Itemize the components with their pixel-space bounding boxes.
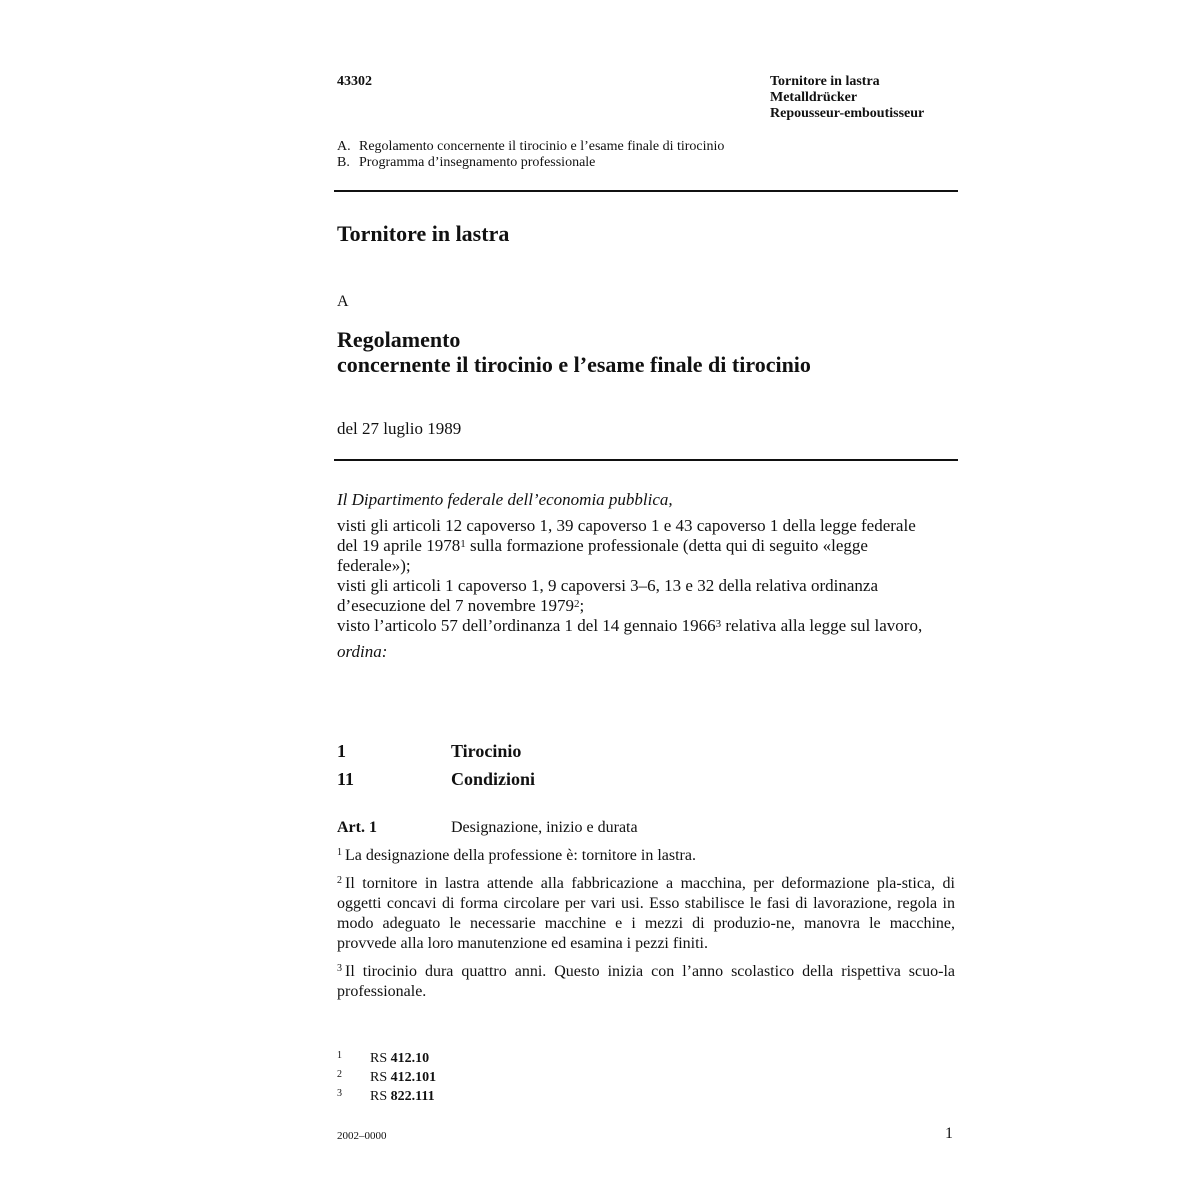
contents-item [337, 139, 724, 155]
paragraph-text: Il tirocinio dura quattro anni. Questo inizia con l’anno scolastico della rispettiva scuo-la professionale. [337, 963, 955, 1000]
header-title-de: Metalldrücker [770, 90, 858, 105]
article-heading [337, 819, 638, 837]
footer-code: 2002–0000 [337, 1130, 387, 1142]
section-title: Tirocinio [451, 741, 522, 761]
contents-item [337, 155, 724, 171]
preamble-visto-3 [337, 616, 927, 636]
contents-letter: A. [337, 139, 351, 154]
preamble-text: relativa alla legge sul lavoro, [721, 616, 923, 635]
preamble-ordina: ordina: [337, 642, 388, 661]
preamble-text: ; [579, 596, 585, 615]
header-title-fr: Repousseur-emboutisseur [770, 106, 925, 121]
contents-list [337, 139, 724, 171]
footnote-mark: 3 [337, 1088, 342, 1099]
part-letter: A [337, 293, 349, 310]
article-body [337, 846, 955, 1010]
footnotes [337, 1048, 436, 1105]
section-heading [337, 741, 521, 762]
footnote-mark: 1 [337, 1050, 342, 1061]
article-paragraph [337, 962, 955, 1002]
preamble [337, 490, 927, 662]
section-number: 11 [337, 769, 355, 789]
paragraph-number: 2 [337, 875, 342, 886]
preamble-visti-2 [337, 576, 927, 616]
article-paragraph [337, 874, 955, 954]
section-title: Condizioni [451, 769, 536, 789]
footnote-ref-number: 412.10 [390, 1051, 430, 1066]
subsection-heading [337, 769, 535, 790]
footnote-ref: 1 [460, 538, 466, 550]
footnote [337, 1067, 436, 1086]
footnote-ref-number: 412.101 [390, 1070, 437, 1085]
paragraph-number: 3 [337, 963, 342, 974]
header-titles [770, 74, 924, 122]
footnote [337, 1048, 436, 1067]
regulation-title-line1: Regolamento [337, 327, 461, 352]
header-title-it: Tornitore in lastra [770, 74, 880, 89]
preamble-text: visti gli articoli 12 capoverso 1, 39 capoverso 1 e 43 capoverso 1 della legge federale del 19 aprile 1978 [337, 516, 916, 555]
footnote-ref: 3 [715, 618, 722, 630]
divider-bottom [334, 459, 958, 461]
document-title: Tornitore in lastra [337, 221, 510, 246]
footnote-prefix: RS [370, 1070, 391, 1085]
footnote-mark: 2 [337, 1069, 342, 1080]
preamble-text: visto l’articolo 57 dell’ordinanza 1 del 14 gennaio 1966 [337, 616, 716, 635]
article-paragraph [337, 846, 955, 866]
paragraph-number: 1 [337, 847, 342, 858]
footnote [337, 1086, 436, 1105]
section-number: 1 [337, 741, 346, 761]
preamble-text: visti gli articoli 1 capoverso 1, 9 capoversi 3–6, 13 e 32 della relativa ordinanza d’esecuzione del 7 novembre 1979 [337, 576, 878, 615]
preamble-visti-1 [337, 516, 927, 576]
contents-text: Programma d’insegnamento professionale [359, 155, 596, 170]
page-number: 1 [945, 1125, 953, 1142]
paragraph-text: Il tornitore in lastra attende alla fabbricazione a macchina, per deformazione pla-stica, di oggetti concavi di forma circolare per vari usi. Esso stabilisce le fasi di lavorazione, regola in modo adeguato le necessarie macchine e i mezzi di produzio-ne, manovra le macchine, provvede alla loro manutenzione ed esamina i pezzi finiti. [337, 875, 955, 952]
footnote-prefix: RS [370, 1051, 391, 1066]
paragraph-text: La designazione della professione è: tornitore in lastra. [345, 847, 696, 864]
footnote-ref-number: 822.111 [390, 1089, 435, 1104]
regulation-title-line2: concernente il tirocinio e l’esame finale di tirocinio [337, 352, 811, 377]
regulation-title [337, 327, 811, 377]
footnote-ref: 2 [573, 598, 580, 610]
contents-letter: B. [337, 155, 350, 170]
article-title: Designazione, inizio e durata [451, 819, 638, 836]
preamble-authority: Il Dipartimento federale dell’economia pubblica, [337, 490, 673, 509]
document-number: 43302 [337, 74, 372, 89]
contents-text: Regolamento concernente il tirocinio e l’esame finale di tirocinio [359, 139, 725, 154]
article-number: Art. 1 [337, 819, 377, 836]
preamble-text: sulla formazione professionale (detta qui di seguito «legge federale»); [337, 536, 868, 575]
footnote-prefix: RS [370, 1089, 391, 1104]
divider-top [334, 190, 958, 192]
regulation-date: del 27 luglio 1989 [337, 419, 462, 438]
